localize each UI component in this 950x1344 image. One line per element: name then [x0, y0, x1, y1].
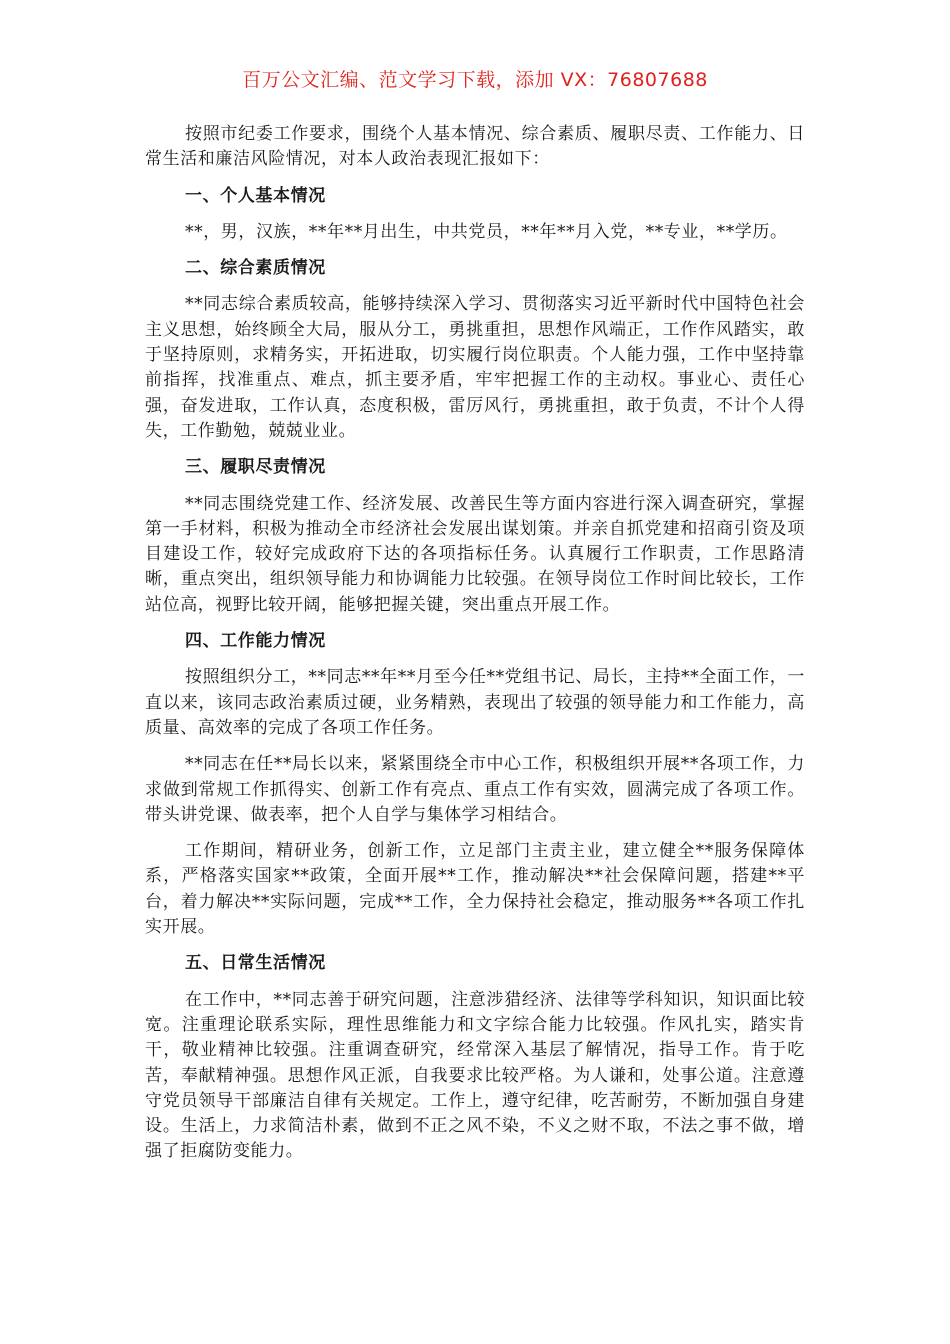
section-heading-work-ability: 四、工作能力情况 [185, 631, 326, 652]
section-paragraph: 在工作中，**同志善于研究问题，注意涉猎经济、法律等学科知识，知识面比较宽。注重理论联系实际，理性思维能力和文字综合能力比较强。作风扎实，踏实肯干，敬业精神比较强。注重调查研究，经常深入基层了解情况，指导工作。肯于吃苦，奉献精神强。思想作风正派，自我要求比较严格。为人谦和，处事公道。注意遵守党员领导干部廉洁自律有关规定。工作上，遵守纪律，吃苦耐劳，不断加强自身建设。生活上，力求简洁朴素，做到不正之风不染，不义之财不取，不法之事不做，增强了拒腐防变能力。 [145, 989, 805, 1162]
document-body [145, 122, 805, 1176]
section-heading-duty-performance: 三、履职尽责情况 [185, 457, 326, 478]
intro-paragraph: 按照市纪委工作要求，围绕个人基本情况、综合素质、履职尽责、工作能力、日常生活和廉洁风险情况，对本人政治表现汇报如下： [145, 124, 805, 170]
section-heading-overall-quality: 二、综合素质情况 [185, 258, 326, 279]
section-paragraph: **同志在任**局长以来，紧紧围绕全市中心工作，积极组织开展**各项工作，力求做到常规工作抓得实、创新工作有亮点、重点工作有实效，圆满完成了各项工作。带头讲党课、做表率，把个人自学与集体学习相结合。 [145, 754, 805, 825]
header-banner: 百万公文汇编、范文学习下载，添加 VX：76807688 [242, 69, 708, 91]
section-paragraph: **，男，汉族，**年**月出生，中共党员，**年**月入党，**专业，**学历。 [185, 221, 788, 242]
section-heading-basic-info: 一、个人基本情况 [185, 185, 326, 206]
section-paragraph: **同志综合素质较高，能够持续深入学习、贯彻落实习近平新时代中国特色社会主义思想，始终顾全大局，服从分工，勇挑重担，思想作风端正，工作作风踏实，敢于坚持原则，求精务实，开拓进取，切实履行岗位职责。个人能力强，工作中坚持靠前指挥，找准重点、难点，抓主要矛盾，牢牢把握工作的主动权。事业心、责任心强，奋发进取，工作认真，态度积极，雷厉风行，勇挑重担，敢于负责，不计个人得失，工作勤勉，兢兢业业。 [145, 294, 805, 441]
section-paragraph: 工作期间，精研业务，创新工作，立足部门主责主业，建立健全**服务保障体系，严格落实国家**政策，全面开展**工作，推动解决**社会保障问题，搭建**平台，着力解决**实际问题，完成**工作，全力保持社会稳定，推动服务**各项工作扎实开展。 [145, 841, 805, 938]
section-paragraph: 按照组织分工，**同志**年**月至今任**党组书记、局长，主持**全面工作，一直以来，该同志政治素质过硬，业务精熟，表现出了较强的领导能力和工作能力，高质量、高效率的完成了各项工作任务。 [145, 667, 805, 738]
section-heading-daily-life: 五、日常生活情况 [185, 953, 326, 974]
section-paragraph: **同志围绕党建工作、经济发展、改善民生等方面内容进行深入调查研究，掌握第一手材料，积极为推动全市经济社会发展出谋划策。并亲自抓党建和招商引资及项目建设工作，较好完成政府下达的各项指标任务。认真履行工作职责，工作思路清晰，重点突出，组织领导能力和协调能力比较强。在领导岗位工作时间比较长，工作站位高，视野比较开阔，能够把握关键，突出重点开展工作。 [145, 493, 805, 615]
